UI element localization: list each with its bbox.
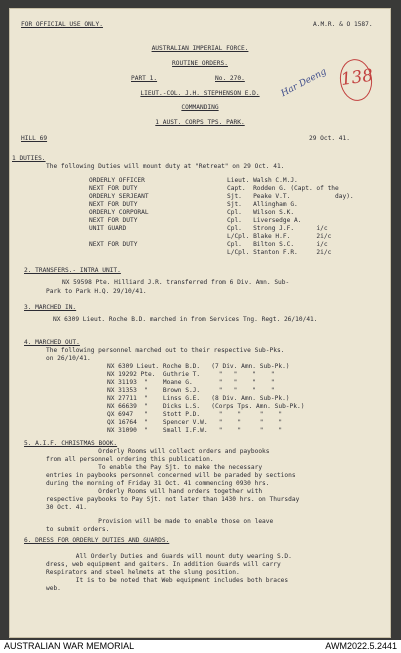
unit-name: 1 AUST. CORPS TPS. PARK. [155,119,245,126]
duty-role: NEXT FOR DUTY [89,217,138,224]
commanding-officer: LIEUT.-COL. J.H. STEPHENSON E.D. [140,90,260,97]
handwritten-signature: Har Deeng [279,66,329,100]
archive-footer [0,640,401,653]
section-5-line: Orderly Rooms will collect orders and paybooks [46,448,270,455]
section-6-heading: 6. DRESS FOR ORDERLY DUTIES AND GUARDS. [24,537,170,544]
section-2-line-2: Park to Park H.Q. 29/10/41. [46,288,147,295]
section-4-heading: 4. MARCHED OUT. [24,339,80,346]
duty-person: Cpl. Liversedge A. [227,217,302,224]
location: HILL 69 [21,135,48,142]
marched-out-row: NX 66639 " Dicks L.S. (Corps Tps. Amn. Sub-Pk.) [107,403,305,410]
duty-person: L/Cpl. Stanton F.R. 2i/c [227,249,332,256]
duty-person: Capt. Rodden G. (Capt. of the [227,185,339,192]
footer-institution: AUSTRALIAN WAR MEMORIAL [4,641,135,651]
section-5-line: to submit orders. [46,526,110,533]
footer-accession-number: AWM2022.5.2441 [325,641,397,651]
duty-person: L/Cpl. Blake H.F. 2i/c [227,233,332,240]
marched-out-row: NX 31193 " Moane G. " " " " [107,379,275,386]
duty-person: Cpl. Bilton S.C. i/c [227,241,328,248]
section-5-line: 30 Oct. 41. [46,504,87,511]
section-1-heading: 1 DUTIES. [12,155,46,162]
document-reference: A.M.R. & O 1587. [313,21,373,28]
section-4-intro-2: on 26/10/41. [46,355,91,362]
section-3-line-1: NX 6309 Lieut. Roche B.D. marched in from Services Tng. Regt. 26/10/41. [53,316,318,323]
duty-role: NEXT FOR DUTY [89,241,138,248]
duty-role: NEXT FOR DUTY [89,201,138,208]
duty-role: ORDERLY OFFICER [89,177,145,184]
section-6-line: Respirators and steel helmets at the slung position. [46,569,240,576]
duty-person: Cpl. Wilson S.K. [227,209,295,216]
duty-person: Sjt. Peake V.T. day). [227,193,354,200]
marched-out-row: NX 31353 " Brown S.J. " " " " [107,387,275,394]
commanding-label: COMMANDING [181,104,219,111]
duty-role: UNIT GUARD [89,225,127,232]
section-6-line: All Orderly Duties and Guards will mount duty wearing S.D. [46,553,292,560]
order-date: 29 Oct. 41. [309,135,350,142]
section-5-line: To enable the Pay Sjt. to make the necessary [46,464,263,471]
marched-out-row: QX 6947 " Stott P.D. " " " " [107,411,283,418]
marched-out-row: NX 27711 " Linss G.E. (8 Div. Amn. Sub-Pk.) [107,395,290,402]
section-4-intro-1: The following personnel marched out to their respective Sub-Pks. [46,347,285,354]
marched-out-row: NX 6309 Lieut. Roche B.D. (7 Div. Amn. Sub-Pk.) [107,363,290,370]
section-2-heading: 2. TRANSFERS.- INTRA UNIT. [24,267,121,274]
section-5-line: from all personnel ordering this publication. [46,456,214,463]
section-5-heading: 5. A.I.F. CHRISTMAS BOOK. [24,440,118,447]
section-1-intro: The following Duties will mount duty at "Retreat" on 29 Oct. 41. [46,163,285,170]
section-2-line-1: NX 59598 Pte. Hilliard J.R. transferred from 6 Div. Amn. Sub- [62,279,290,286]
order-part: PART 1. [131,75,158,82]
duty-role: ORDERLY CORPORAL [89,209,149,216]
title-routine-orders: ROUTINE ORDERS. [172,60,228,67]
duty-person: Sjt. Allingham G. [227,201,298,208]
stamp-number: 138 [339,65,375,91]
classification-label: FOR OFFICIAL USE ONLY. [21,21,103,28]
section-6-line: dress, web equipment and gaiters. In addition Guards will carry [46,561,281,568]
section-5-line: respective paybooks to Pay Sjt. not later than 1430 hrs. on Thursday [46,496,300,503]
marched-out-row: NX 31090 " Small I.F.W. " " " " [107,427,283,434]
marched-out-row: QX 16764 " Spencer V.W. " " " " [107,419,283,426]
section-5-line: entries in paybooks personnel concerned will be paraded by sections [46,472,296,479]
section-5-line: during the morning of Friday 31 Oct. 41 commencing 0930 hrs. [46,480,270,487]
marched-out-row: NX 19292 Pte. Guthrie T. " " " " [107,371,275,378]
section-5-line: Provision will be made to enable those on leave [46,518,274,525]
section-3-heading: 3. MARCHED IN. [24,304,77,311]
duty-person: Cpl. Strong J.F. i/c [227,225,328,232]
duty-role: NEXT FOR DUTY [89,185,138,192]
document-page [9,8,391,638]
duty-person: Lieut. Walsh C.M.J. [227,177,298,184]
section-6-line: web. [46,585,61,592]
title-force: AUSTRALIAN IMPERIAL FORCE. [151,45,249,52]
section-6-line: It is to be noted that Web equipment includes both braces [46,577,289,584]
duty-role: ORDERLY SERJEANT [89,193,149,200]
order-number: No. 270. [215,75,245,82]
section-5-line: Orderly Rooms will hand orders together with [46,488,263,495]
